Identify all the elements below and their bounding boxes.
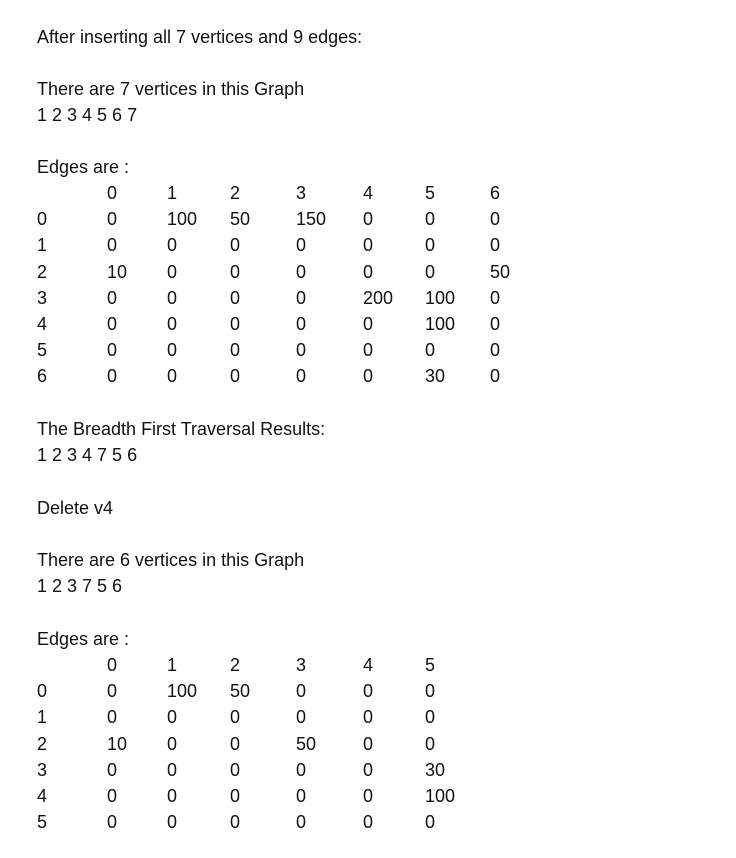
column-header: 2 [230,183,241,203]
matrix-cell: 0 [490,366,501,387]
matrix-cell: 0 [363,812,374,833]
row-label: 1 [37,235,48,256]
column-header: 3 [296,183,307,203]
row-label: 6 [37,366,48,387]
matrix-cell: 0 [167,340,178,361]
matrix-cell: 0 [107,209,118,230]
row-label: 4 [37,314,48,334]
row-label: 3 [37,759,48,780]
matrix-cell: 0 [425,235,436,256]
matrix-cell: 10 [107,261,128,282]
matrix-cell: 0 [107,340,118,361]
edges-heading: Edges are : [37,629,130,649]
matrix-cell: 0 [363,759,374,780]
row-label: 4 [37,786,48,806]
column-header: 6 [490,183,501,203]
matrix-cell: 0 [425,812,436,833]
bfs-heading: The Breadth First Traversal Results: [37,419,326,439]
column-header: 1 [167,183,178,203]
matrix-cell: 0 [490,340,501,361]
matrix-cell: 0 [167,812,178,833]
matrix-cell: 0 [167,287,178,308]
matrix-cell: 0 [296,314,307,334]
matrix-cell: 0 [167,235,178,256]
matrix-cell: 0 [230,287,241,308]
matrix-cell: 0 [490,314,501,334]
matrix-cell: 0 [230,759,241,780]
matrix-cell: 0 [363,786,374,806]
matrix-cell: 0 [230,340,241,361]
matrix-cell: 30 [425,759,446,780]
matrix-cell: 0 [230,366,241,387]
matrix-cell: 0 [425,681,436,702]
matrix-cell: 100 [425,314,456,334]
matrix-cell: 0 [296,261,307,282]
vertex-count-text: There are 6 vertices in this Graph [37,550,305,570]
matrix-cell: 0 [230,707,241,728]
matrix-cell: 100 [167,209,198,230]
matrix-cell: 0 [107,786,118,806]
matrix-cell: 100 [425,786,456,806]
matrix-cell: 0 [167,366,178,387]
column-header: 5 [425,183,436,203]
matrix-cell: 0 [230,235,241,256]
row-label: 5 [37,340,48,361]
column-header: 2 [230,655,241,675]
matrix-cell: 10 [107,733,128,754]
matrix-cell: 0 [425,707,436,728]
matrix-cell: 0 [490,287,501,308]
matrix-cell: 50 [230,209,251,230]
column-header: 4 [363,183,374,203]
matrix-cell: 0 [363,261,374,282]
intro-text: After inserting all 7 vertices and 9 edges: [37,27,363,47]
matrix-cell: 0 [230,261,241,282]
matrix-cell: 30 [425,366,446,387]
column-header: 0 [107,655,118,675]
matrix-cell: 0 [107,812,118,833]
matrix-cell: 0 [107,366,118,387]
matrix-cell: 0 [167,733,178,754]
matrix-cell: 0 [490,235,501,256]
column-header: 3 [296,655,307,675]
matrix-cell: 150 [296,209,327,230]
matrix-cell: 0 [230,812,241,833]
matrix-cell: 0 [425,733,436,754]
matrix-cell: 0 [167,314,178,334]
row-label: 2 [37,733,48,754]
matrix-cell: 0 [296,812,307,833]
row-label: 3 [37,287,48,308]
matrix-cell: 0 [296,366,307,387]
vertex-list-text: 1 2 3 7 5 6 [37,576,123,596]
matrix-cell: 0 [167,261,178,282]
matrix-cell: 0 [296,235,307,256]
matrix-cell: 0 [107,287,118,308]
matrix-cell: 50 [490,261,511,282]
matrix-cell: 0 [296,681,307,702]
matrix-cell: 0 [296,287,307,308]
matrix-cell: 0 [230,733,241,754]
delete-vertex-text: Delete v4 [37,498,114,518]
row-label: 5 [37,812,48,833]
matrix-cell: 0 [363,366,374,387]
matrix-cell: 100 [167,681,198,702]
matrix-cell: 0 [425,209,436,230]
row-label: 2 [37,261,48,282]
matrix-cell: 0 [425,340,436,361]
column-header: 0 [107,183,118,203]
matrix-cell: 0 [363,733,374,754]
matrix-cell: 200 [363,287,394,308]
row-label: 0 [37,209,48,230]
matrix-cell: 0 [167,707,178,728]
matrix-cell: 0 [363,314,374,334]
row-label: 0 [37,681,48,702]
bfs-result-text: 1 2 3 4 7 5 6 [37,445,138,465]
matrix-cell: 100 [425,287,456,308]
matrix-cell: 0 [425,261,436,282]
matrix-cell: 0 [363,707,374,728]
row-label: 1 [37,707,48,728]
matrix-cell: 0 [107,759,118,780]
matrix-cell: 0 [296,707,307,728]
vertex-count-text: There are 7 vertices in this Graph [37,79,305,99]
vertex-list-text: 1 2 3 4 5 6 7 [37,105,138,125]
matrix-cell: 0 [490,209,501,230]
matrix-cell: 0 [363,235,374,256]
matrix-cell: 0 [107,235,118,256]
matrix-cell: 0 [296,786,307,806]
column-header: 1 [167,655,178,675]
matrix-cell: 0 [107,314,118,334]
column-header: 5 [425,655,436,675]
matrix-cell: 0 [107,681,118,702]
matrix-cell: 0 [230,786,241,806]
edges-heading: Edges are : [37,157,130,177]
matrix-cell: 0 [107,707,118,728]
matrix-cell: 0 [296,759,307,780]
matrix-cell: 0 [167,786,178,806]
matrix-cell: 0 [363,340,374,361]
matrix-cell: 0 [230,314,241,334]
matrix-cell: 50 [230,681,251,702]
matrix-cell: 50 [296,733,317,754]
column-header: 4 [363,655,374,675]
matrix-cell: 0 [363,209,374,230]
matrix-cell: 0 [363,681,374,702]
matrix-cell: 0 [296,340,307,361]
matrix-cell: 0 [167,759,178,780]
